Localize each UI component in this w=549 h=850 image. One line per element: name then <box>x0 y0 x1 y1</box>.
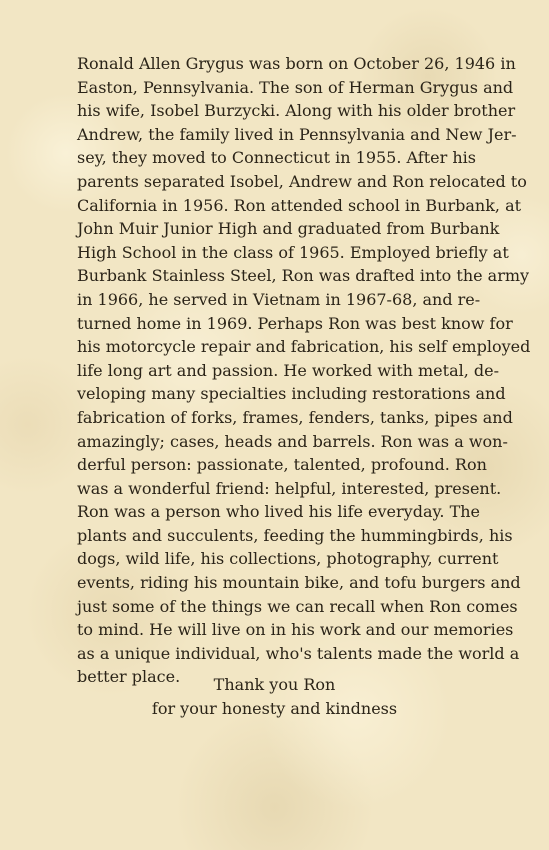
biography-line: his motorcycle repair and fabrication, his self employed <box>77 337 531 357</box>
biography-line: John Muir Junior High and graduated from Burbank <box>77 219 500 239</box>
biography-line: High School in the class of 1965. Employed briefly at <box>77 242 509 262</box>
closing-honesty-kindness: for your honesty and kindness <box>151 698 398 718</box>
biography-line: veloping many specialties including restorations and <box>77 384 506 404</box>
biography-line: to mind. He will live on in his work and our memories <box>77 620 514 640</box>
biography-line: turned home in 1969. Perhaps Ron was best know for <box>77 313 513 333</box>
biography-line: was a wonderful friend: helpful, interested, present. <box>77 478 502 498</box>
biography-line: dogs, wild life, his collections, photography, current <box>77 549 499 569</box>
biography-line: derful person: passionate, talented, profound. Ron <box>77 455 487 475</box>
biography-line: fabrication of forks, frames, fenders, tanks, pipes and <box>77 407 513 427</box>
biography-line: life long art and passion. He worked with metal, de- <box>77 360 500 380</box>
biography-line: Ron was a person who lived his life everyday. The <box>77 502 481 522</box>
closing-dedication <box>0 673 549 720</box>
biography-paragraph <box>77 52 531 689</box>
biography-line: events, riding his mountain bike, and tofu burgers and <box>77 573 521 593</box>
biography-line: just some of the things we can recall when Ron comes <box>77 596 518 616</box>
biography-line: California in 1956. Ron attended school in Burbank, at <box>77 195 522 215</box>
biography-line: sey, they moved to Connecticut in 1955. After his <box>77 148 476 168</box>
biography-line: Burbank Stainless Steel, Ron was drafted into the army <box>77 266 530 286</box>
biography-line: parents separated Isobel, Andrew and Ron relocated to <box>77 171 527 191</box>
biography-line: Easton, Pennsylvania. The son of Herman Grygus and <box>77 77 514 97</box>
biography-line: in 1966, he served in Vietnam in 1967-68, and re- <box>77 289 481 309</box>
biography-line: Andrew, the family lived in Pennsylvania and New Jer- <box>77 124 517 144</box>
biography-line: amazingly; cases, heads and barrels. Ron was a won- <box>77 431 508 451</box>
biography-line: plants and succulents, feeding the hummingbirds, his <box>77 525 513 545</box>
biography-line: better place. <box>77 667 181 687</box>
closing-thank-you: Thank you Ron <box>213 675 336 694</box>
biography-line: his wife, Isobel Burzycki. Along with his older brother <box>77 101 516 121</box>
biography-line: as a unique individual, who's talents made the world a <box>77 643 520 663</box>
biography-line: Ronald Allen Grygus was born on October 26, 1946 in <box>77 54 516 73</box>
